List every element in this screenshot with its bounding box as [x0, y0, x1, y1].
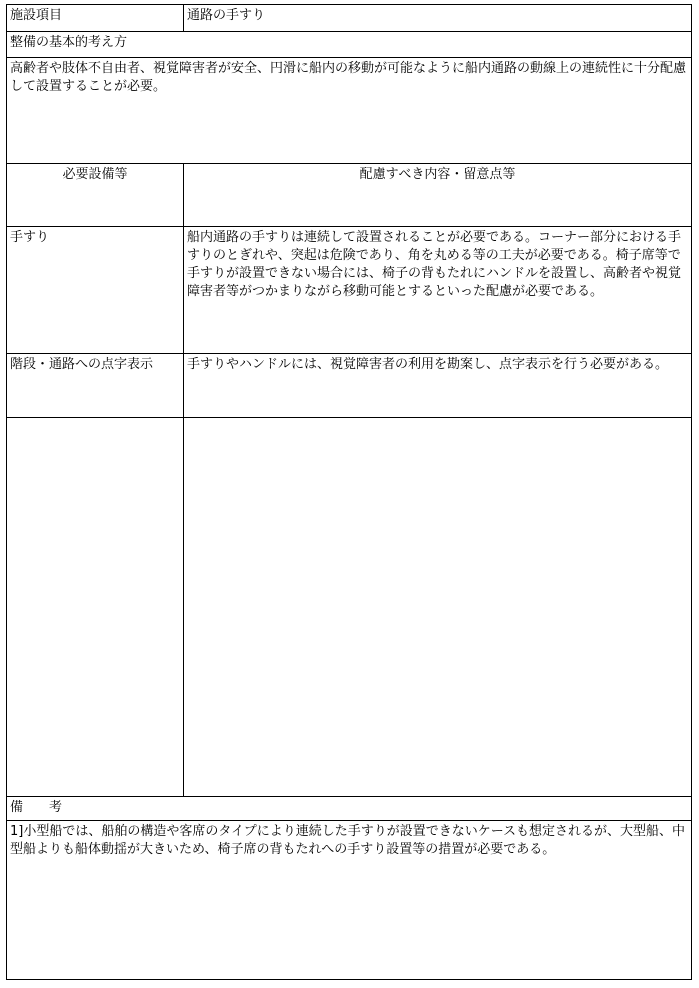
equipment-cell: 手すり — [7, 227, 184, 353]
facility-value: 通路の手すり — [187, 8, 266, 23]
considerations-header: 配慮すべき内容・留意点等 — [359, 167, 516, 182]
table-row — [7, 227, 691, 354]
basic-concept-label: 整備の基本的考え方 — [10, 35, 128, 50]
equipment-cell: 階段・通路への点字表示 — [7, 354, 184, 417]
basic-concept-text: 高齢者や肢体不自由者、視覚障害者が安全、円滑に船内の移動が可能なように船内通路の動線上の連続性に十分配慮して設置することが必要。 — [10, 61, 687, 94]
table-row — [7, 354, 691, 418]
empty-considerations-cell — [184, 418, 691, 796]
considerations-cell: 手すりやハンドルには、視覚障害者の利用を勘案し、点字表示を行う必要がある。 — [187, 357, 669, 372]
remarks-text-row — [7, 821, 691, 979]
empty-equipment-cell — [7, 418, 184, 796]
table-header-row — [7, 164, 691, 227]
empty-table-row — [7, 418, 691, 797]
remarks-label-row — [7, 797, 691, 821]
facility-sheet — [6, 4, 692, 980]
remarks-label: 備 考 — [10, 800, 63, 815]
remarks-text: 1]小型船では、船舶の構造や客席のタイプにより連続した手すりが設置できないケースも想定されるが、大型船、中型船よりも船体動揺が大きいため、椅子席の背もたれへの手すり設置等の措置が必要である。 — [10, 824, 686, 857]
considerations-cell: 船内通路の手すりは連続して設置されることが必要である。コーナー部分における手すりのとぎれや、突起は危険であり、角を丸める等の工夫が必要である。椅子席等で手すりが設置できない場合には、椅子の背もたれにハンドルを設置し、高齢者や視覚障害者等がつかまりながら移動可能とするといった配慮が必要である。 — [187, 230, 682, 299]
equipment-header: 必要設備等 — [7, 164, 184, 226]
basic-concept-label-row — [7, 32, 691, 58]
basic-concept-text-row — [7, 58, 691, 164]
facility-label: 施設項目 — [7, 5, 184, 31]
facility-row — [7, 5, 691, 32]
